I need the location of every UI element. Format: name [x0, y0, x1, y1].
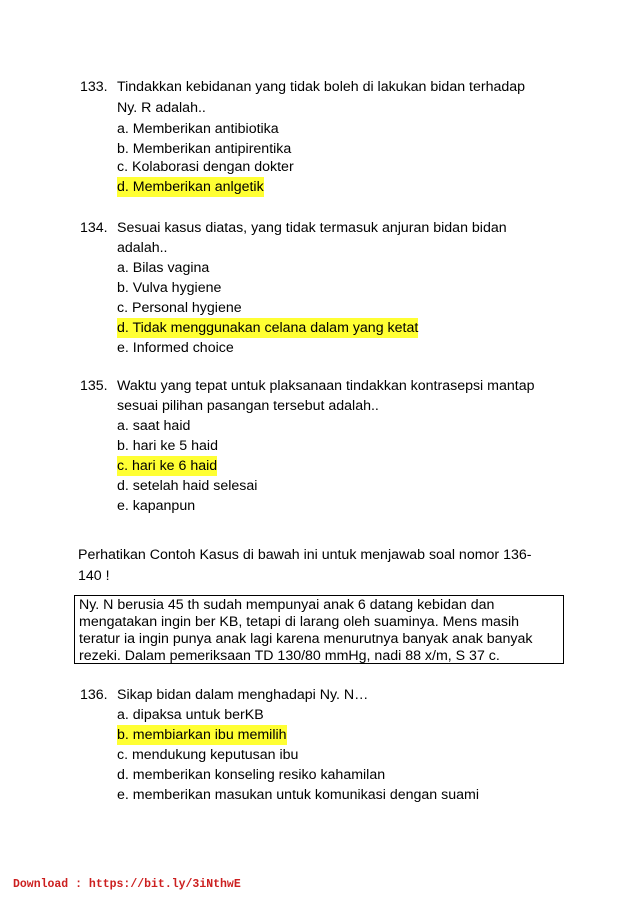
- question-136-option-e: e. memberikan masukan untuk komunikasi dengan suami: [117, 787, 479, 803]
- question-136-option-b-highlighted: b. membiarkan ibu memilih: [117, 727, 287, 743]
- case-intro-line-1: Perhatikan Contoh Kasus di bawah ini untuk menjawab soal nomor 136-: [78, 547, 532, 563]
- question-135-option-d: d. setelah haid selesai: [117, 478, 258, 494]
- question-134-option-b: b. Vulva hygiene: [117, 280, 222, 296]
- question-133-number: 133.: [80, 79, 108, 95]
- case-box-line-3: teratur ia ingin punya anak lagi karena menurutnya banyak anak banyak: [79, 631, 533, 647]
- case-study-box: [74, 595, 564, 664]
- question-134-text-line-2: adalah..: [117, 240, 168, 256]
- question-133-option-b: b. Memberikan antipirentika: [117, 141, 292, 157]
- download-link[interactable]: Download : https://bit.ly/3iNthwE: [13, 878, 241, 891]
- question-136-number: 136.: [80, 687, 108, 703]
- question-135-option-b: b. hari ke 5 haid: [117, 438, 218, 454]
- question-134-option-e: e. Informed choice: [117, 340, 234, 356]
- question-135-option-a: a. saat haid: [117, 418, 191, 434]
- question-136-text-line-1: Sikap bidan dalam menghadapi Ny. N…: [117, 687, 369, 703]
- case-box-line-4: rezeki. Dalam pemeriksaan TD 130/80 mmHg, nadi 88 x/m, S 37 c.: [79, 648, 500, 664]
- question-135-text-line-2: sesuai pilihan pasangan tersebut adalah..: [117, 398, 379, 414]
- case-box-line-2: mengatakan ingin ber KB, tetapi di larang oleh suaminya. Mens masih: [79, 614, 520, 630]
- question-135-option-e: e. kapanpun: [117, 498, 196, 514]
- question-134-text-line-1: Sesuai kasus diatas, yang tidak termasuk anjuran bidan bidan: [117, 220, 507, 236]
- question-133-option-d-highlighted: d. Memberikan anlgetik: [117, 179, 264, 195]
- case-box-line-1: Ny. N berusia 45 th sudah mempunyai anak 6 datang kebidan dan: [79, 597, 495, 613]
- question-134-option-d-highlighted: d. Tidak menggunakan celana dalam yang ketat: [117, 320, 419, 336]
- question-134-number: 134.: [80, 220, 108, 236]
- question-133-text-line-2: Ny. R adalah..: [117, 100, 206, 116]
- question-136-option-c: c. mendukung keputusan ibu: [117, 747, 299, 763]
- question-135-option-c-highlighted: c. hari ke 6 haid: [117, 458, 218, 474]
- question-134-option-a: a. Bilas vagina: [117, 260, 210, 276]
- question-133-option-a: a. Memberikan antibiotika: [117, 121, 279, 137]
- question-133-text-line-1: Tindakkan kebidanan yang tidak boleh di lakukan bidan terhadap: [117, 79, 526, 95]
- question-134-option-c: c. Personal hygiene: [117, 300, 242, 316]
- question-135-text-line-1: Waktu yang tepat untuk plaksanaan tindakkan kontrasepsi mantap: [117, 378, 535, 394]
- question-135-number: 135.: [80, 378, 108, 394]
- question-136-option-a: a. dipaksa untuk berKB: [117, 707, 264, 723]
- case-intro-line-2: 140 !: [78, 568, 110, 584]
- question-136-option-d: d. memberikan konseling resiko kahamilan: [117, 767, 386, 783]
- question-133-option-c: c. Kolaborasi dengan dokter: [117, 159, 294, 175]
